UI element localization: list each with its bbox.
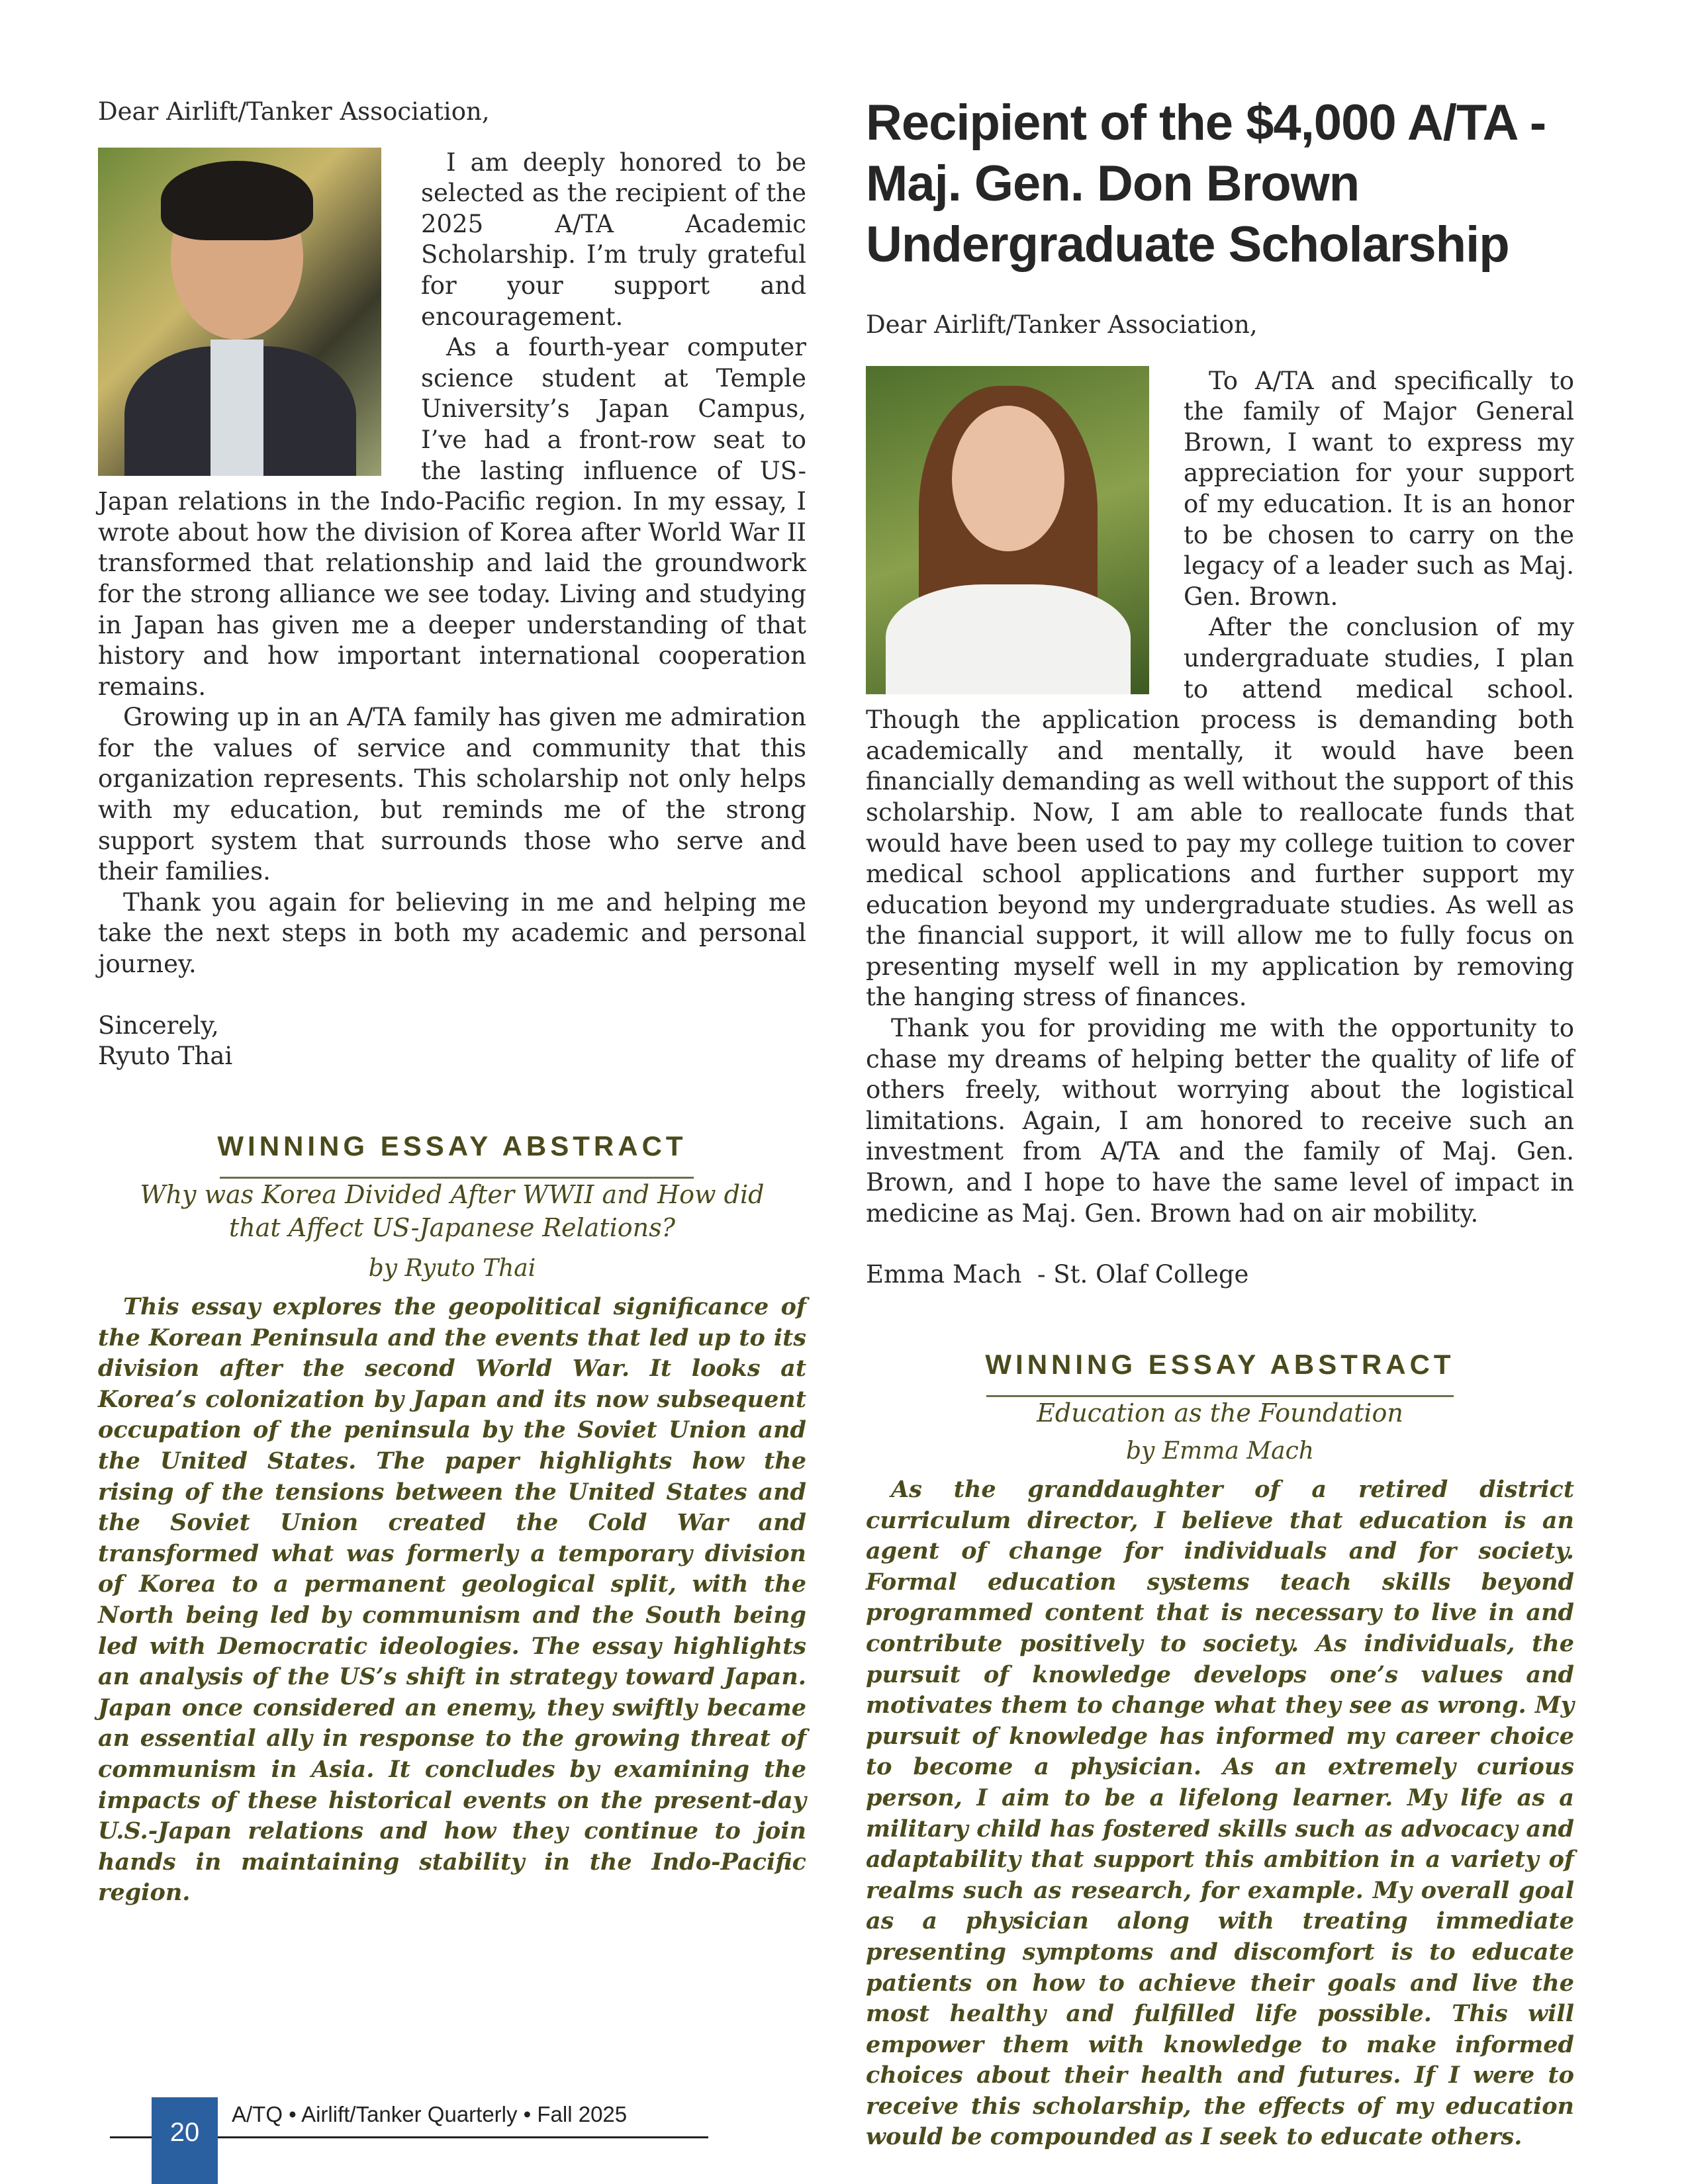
abstract-body: As the granddaughter of a retired district curriculum director, I believe that education is an agent of change for individuals and for society. Formal education systems teach skills beyond programmed content that is necessary to live in and contribute positively to society. As individuals, the pursuit of knowledge develops one’s values and motivates them to change what they see as wrong. My pursuit of knowledge has informed my career choice to become a physician. As an extremely curious person, I aim to be a lifelong learner. My life as a military child has fostered skills such as advocacy and adaptability that support this ambition in a variety of realms such as research, for example. My overall goal as a physician along with treating immediate presenting symptoms and discomfort is to educate patients on how to achieve their goals and live the most healthy and fulfilled life possible. This will empower them with knowledge to make informed choices about their health and futures. If I were to receive this scholarship, the effects of my education would be compounded as I seek to educate others. [866,1476,1574,2151]
paragraph: To A/TA and specifically to the family of Major General Brown, I want to express my appreciation for your support of my education. It is an honor to be chosen to carry on the legacy of a leader such as Maj. Gen. Brown. [1184,366,1574,611]
ryuto-thai-photo [98,148,381,476]
paragraph: I am deeply honored to be selected as the recipient of the 2025 A/TA Academic Scholarship. I’m truly grateful for your support and encouragement. [421,148,806,331]
abstract-heading: WINNING ESSAY ABSTRACT [217,1130,687,1161]
closing: Sincerely, [98,1011,219,1040]
page-number: 20 [169,2118,200,2147]
abstract-title: Why was Korea Divided After WWII and How did that Affect US-Japanese Relations? [140,1180,765,1242]
page-title: Recipient of the $4,000 A/TA - Maj. Gen. Don Brown Undergraduate Scholarship [866,95,1546,273]
right-letter [866,310,1574,1291]
abstract-body: This essay explores the geopolitical significance of the Korean Peninsula and the events that led up to its division after the second World War. It looks at Korea’s colonization by Japan and its now subsequent occupation of the peninsula by the Soviet Union and the United States. The paper highlights how the rising of the tensions between the United States and the Soviet Union created the Cold War and transformed what was formerly a temporary division of Korea to a permanent geological split, with the North being led by communism and the South being led with Democratic ideologies. The essay highlights an analysis of the US’s shift in strategy toward Japan. Japan once considered an enemy, they swiftly became an essential ally in response to the growing threat of communism in Asia. It concludes by examining the impacts of these historical events on the present-day U.S.-Japan relations and how they continue to join hands in maintaining stability in the Indo-Pacific region. [98,1293,806,1907]
abstract-byline: by Ryuto Thai [368,1255,536,1282]
paragraph: Thank you for providing me with the opportunity to chase my dreams of helping better the quality of life of others freely, without worrying about the logistical limitations. Again, I am honored to receive such an investment from A/TA and the family of Maj. Gen. Brown, and I hope to have the same level of impact in medicine as Maj. Gen. Brown had on air mobility. [866,1014,1574,1228]
abstract-byline: by Emma Mach [1126,1437,1314,1465]
paragraph: Growing up in an A/TA family has given me admiration for the values of service and community that this organization represents. This scholarship not only helps with my education, but reminds me of the strong support system that surrounds those who serve and their families. [98,703,806,886]
abstract-title: Education as the Foundation [1037,1398,1403,1428]
paragraph: As a fourth-year computer science student at Temple University’s Japan Campus, I’ve had a front-row seat to the lasting influence of US-Japan relations in the Indo-Pacific region. In my essay, I wrote about how the division of Korea after World War II transformed that relationship and laid the groundwork for the strong alliance we see today. Living and studying in Japan has given me a deeper understanding of that history and how important international cooperation remains. [98,333,806,701]
abstract-heading: WINNING ESSAY ABSTRACT [985,1349,1455,1380]
paragraph: After the conclusion of my undergraduate studies, I plan to attend medical school. Though the application process is demanding both academically and mentally, it would have been financially demanding as well without the support of this scholarship. Now, I am able to reallocate funds that would have been used to pay my college tuition to cover medical school applications and further support my education beyond my undergraduate studies. As well as the financial support, it will allow me to fully focus on presenting myself well in my application by removing the hanging stress of finances. [866,613,1574,1012]
paragraph: Thank you again for believing in me and helping me take the next steps in both my academic and personal journey. [98,887,806,979]
salutation: Dear Airlift/Tanker Association, [98,97,490,126]
emma-mach-photo [866,366,1149,694]
publication-name: A/TQ • Airlift/Tanker Quarterly • Fall 2025 [232,2102,628,2126]
signature: Emma Mach - St. Olaf College [866,1260,1249,1289]
signature: Ryuto Thai [98,1042,233,1071]
salutation: Dear Airlift/Tanker Association, [866,310,1258,339]
left-letter [98,97,806,1072]
